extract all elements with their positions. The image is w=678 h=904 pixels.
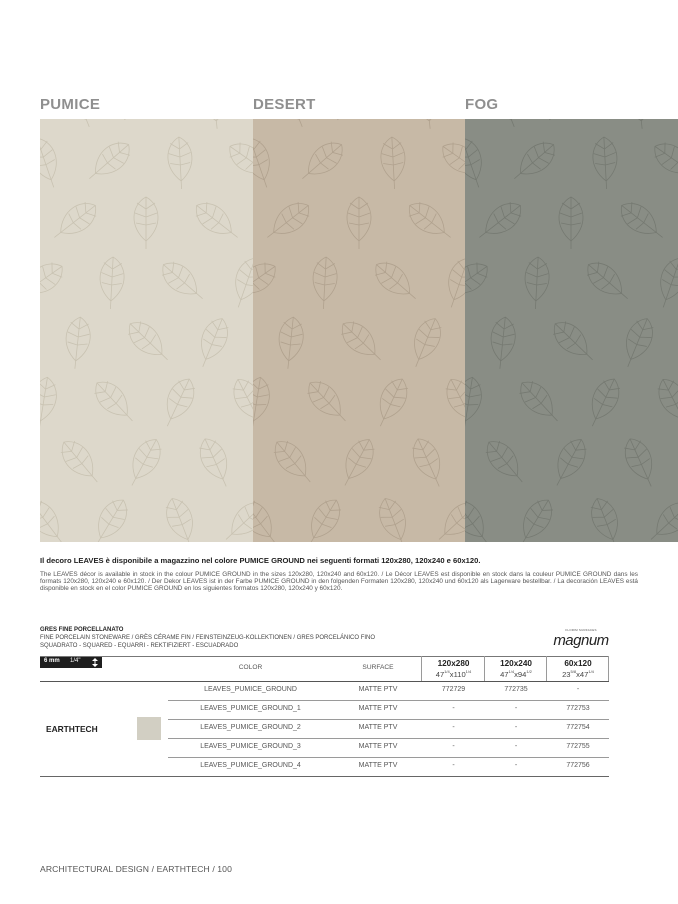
row-surface: MATTE PTV <box>358 762 398 769</box>
leaf-pattern-desert <box>253 119 465 542</box>
intro-heading: Il decoro LEAVES è disponibile a magazzino nel colore PUMICE GROUND nei seguenti formati 120x280, 120x240 e 60x120. <box>40 556 481 565</box>
row-code-2: - <box>514 762 518 769</box>
format-2-cm: 120x240 <box>500 659 532 668</box>
row-code-3: - <box>576 686 580 693</box>
format-3-inch: $23^{5/8}x47^{1/4}$ <box>562 669 594 679</box>
col-header-surface: SURFACE <box>362 664 394 671</box>
row-surface: MATTE PTV <box>358 724 398 731</box>
row-color: LEAVES_PUMICE_GROUND <box>204 686 297 693</box>
row-color: LEAVES_PUMICE_GROUND_4 <box>200 762 301 769</box>
thickness-badge <box>40 657 102 668</box>
col-divider <box>484 656 485 681</box>
page-footer: ARCHITECTURAL DESIGN / EARTHTECH / 100 <box>40 864 232 874</box>
col-divider <box>421 656 422 681</box>
row-surface: MATTE PTV <box>358 743 398 750</box>
format-2-inch: $47^{1/4}x94^{1/2}$ <box>500 669 532 679</box>
row-code-1: - <box>452 705 455 712</box>
color-chip <box>137 717 161 740</box>
brand-name: magnum <box>553 632 609 649</box>
row-code-3: 772753 <box>566 705 590 712</box>
row-divider <box>168 757 609 758</box>
thickness-arrow-icon <box>92 658 98 667</box>
swatch-pumice <box>40 119 253 542</box>
row-color: LEAVES_PUMICE_GROUND_3 <box>200 743 301 750</box>
brand-tagline: FLORIM SURFACES <box>565 628 597 632</box>
panel-title-desert: DESERT <box>253 96 316 113</box>
row-code-2: - <box>514 724 518 731</box>
col-header-color: COLOR <box>238 664 263 671</box>
table-bottom-rule <box>40 776 609 777</box>
row-code-3: 772756 <box>566 762 590 769</box>
product-name: EARTHTECH <box>46 724 98 734</box>
table-header-rule <box>40 681 609 682</box>
row-code-1: - <box>452 762 455 769</box>
panel-title-fog: FOG <box>465 96 499 113</box>
row-code-3: 772754 <box>566 724 590 731</box>
row-code-1: - <box>452 743 455 750</box>
table-top-rule <box>40 656 609 657</box>
row-color: LEAVES_PUMICE_GROUND_2 <box>200 724 301 731</box>
row-color: LEAVES_PUMICE_GROUND_1 <box>200 705 301 712</box>
row-code-1: - <box>452 724 455 731</box>
spec-squared: SQUADRATO - SQUARED - EQUARRI - REKTIFIZIERT - ESCUADRADO <box>40 643 239 649</box>
leaf-pattern-pumice <box>40 119 253 542</box>
spec-translations: FINE PORCELAIN STONEWARE / GRÈS CÉRAME FIN / FEINSTEINZEUG-KOLLEKTIONEN / GRES PORCELÁNICO FINO <box>40 635 376 641</box>
format-1-inch: $47^{1/4}x110^{1/4}$ <box>435 669 472 679</box>
col-divider <box>546 656 547 681</box>
row-divider <box>168 700 609 701</box>
swatch-fog <box>465 119 678 542</box>
row-code-2: 772735 <box>504 686 528 693</box>
row-code-1: 772729 <box>441 686 466 693</box>
row-code-2: - <box>514 705 518 712</box>
row-surface: MATTE PTV <box>358 686 398 693</box>
thickness-inch: 1/4" <box>70 658 81 664</box>
thickness-mm: 6 mm <box>44 658 60 664</box>
row-code-2: - <box>514 743 518 750</box>
row-divider <box>168 738 609 739</box>
brand-logo <box>551 628 611 652</box>
format-1-cm: 120x280 <box>437 659 470 668</box>
leaf-pattern-fog <box>465 119 678 542</box>
panel-title-pumice: PUMICE <box>40 96 101 113</box>
spec-title: GRES FINE PORCELLANATO <box>40 627 124 633</box>
row-code-3: 772755 <box>566 743 590 750</box>
swatch-desert <box>253 119 465 542</box>
format-3-cm: 60x120 <box>564 659 592 668</box>
row-divider <box>168 719 609 720</box>
row-surface: MATTE PTV <box>358 705 398 712</box>
col-divider <box>608 656 609 681</box>
intro-body: The LEAVES décor is available in stock in the colour PUMICE GROUND in the sizes 120x280, 120x240 and 60x120. / Le Décor LEAVES est disponible en stock dans la couleur PUMICE GROUND dans les formats 120x280, 120x240 e 60x120. / Der Dekor LEAVES ist in der Farbe PUMICE GROUND in den folgenden Formaten 120x280, 120x240 und 60x120 als Lagerware bestellbar. / La decoración LEAVES está disponible en stock en el color PUMICE GROUND en los siguientes formatos 120x280, 120x240 y 60x120. <box>40 571 638 593</box>
